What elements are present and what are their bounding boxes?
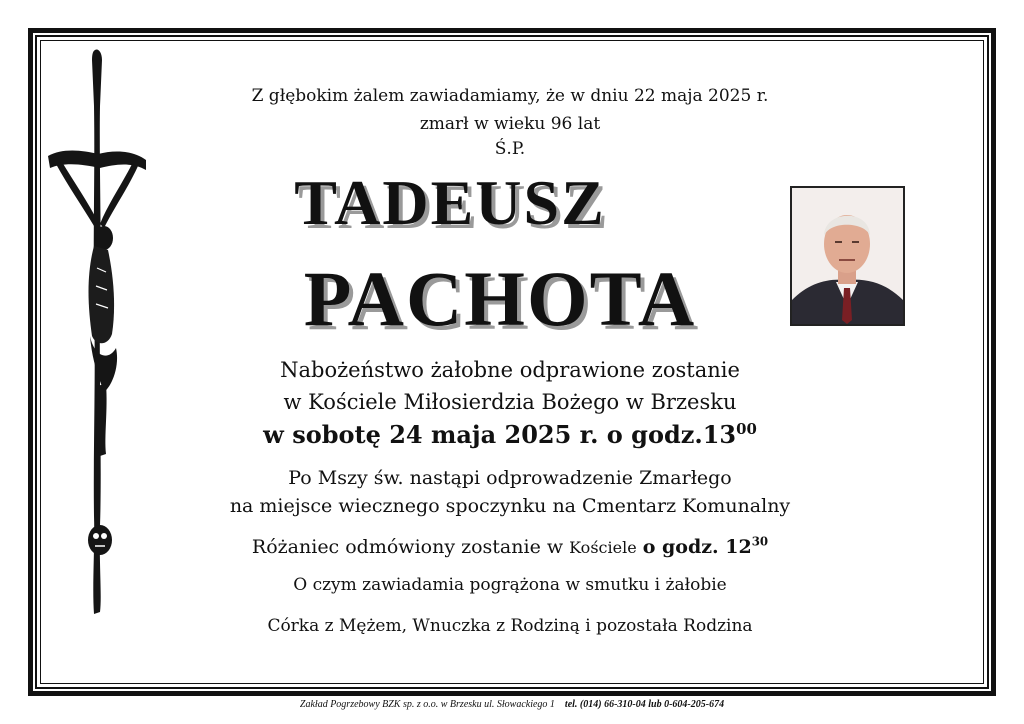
announcement-line-1: Z głębokim żalem zawiadamiamy, że w dniu 22 maja 2025 r. bbox=[251, 86, 769, 106]
burial-line-2: na miejsce wiecznego spoczynku na Cmentarz Komunalny bbox=[229, 495, 791, 517]
deceased-surname: PACHOTA bbox=[303, 255, 697, 342]
footer-phone: tel. (014) 66-310-04 lub 0-604-205-674 bbox=[564, 699, 725, 710]
mourning-line: O czym zawiadamia pogrążona w smutku i żałobie bbox=[293, 575, 727, 595]
service-line-2: w Kościele Miłosierdzia Bożego w Brzesku bbox=[283, 390, 737, 414]
crucifix-icon bbox=[42, 46, 150, 620]
service-line-1: Nabożeństwo żałobne odprawione zostanie bbox=[280, 358, 740, 382]
service-date bbox=[160, 420, 860, 449]
service-time-minutes: 00 bbox=[736, 420, 757, 438]
rosary-text: Różaniec odmówiony zostanie w bbox=[251, 536, 570, 558]
rosary-time-minutes: 30 bbox=[751, 534, 769, 549]
portrait-icon bbox=[792, 188, 903, 324]
burial-line-1: Po Mszy św. nastąpi odprowadzenie Zmarłego bbox=[288, 467, 732, 489]
rosary-place: Kościele bbox=[569, 538, 637, 557]
announcement-line-2: zmarł w wieku 96 lat bbox=[419, 114, 601, 134]
rosary-time bbox=[643, 536, 768, 558]
family-line: Córka z Mężem, Wnuczka z Rodziną i pozostała Rodzina bbox=[267, 616, 753, 636]
deceased-first-name: TADEUSZ bbox=[294, 167, 606, 238]
deceased-photo bbox=[790, 186, 905, 326]
footer bbox=[0, 699, 1024, 710]
service-date-text: w sobotę 24 maja 2025 r. o godz.13 bbox=[263, 420, 737, 449]
footer-company: Zakład Pogrzebowy BZK sp. z o.o. w Brzesku ul. Słowackiego 1 bbox=[299, 699, 555, 710]
rosary-line bbox=[160, 536, 860, 558]
rosary-time-text: o godz. 12 bbox=[642, 536, 752, 558]
announcement-title: Ś.P. bbox=[494, 139, 526, 159]
